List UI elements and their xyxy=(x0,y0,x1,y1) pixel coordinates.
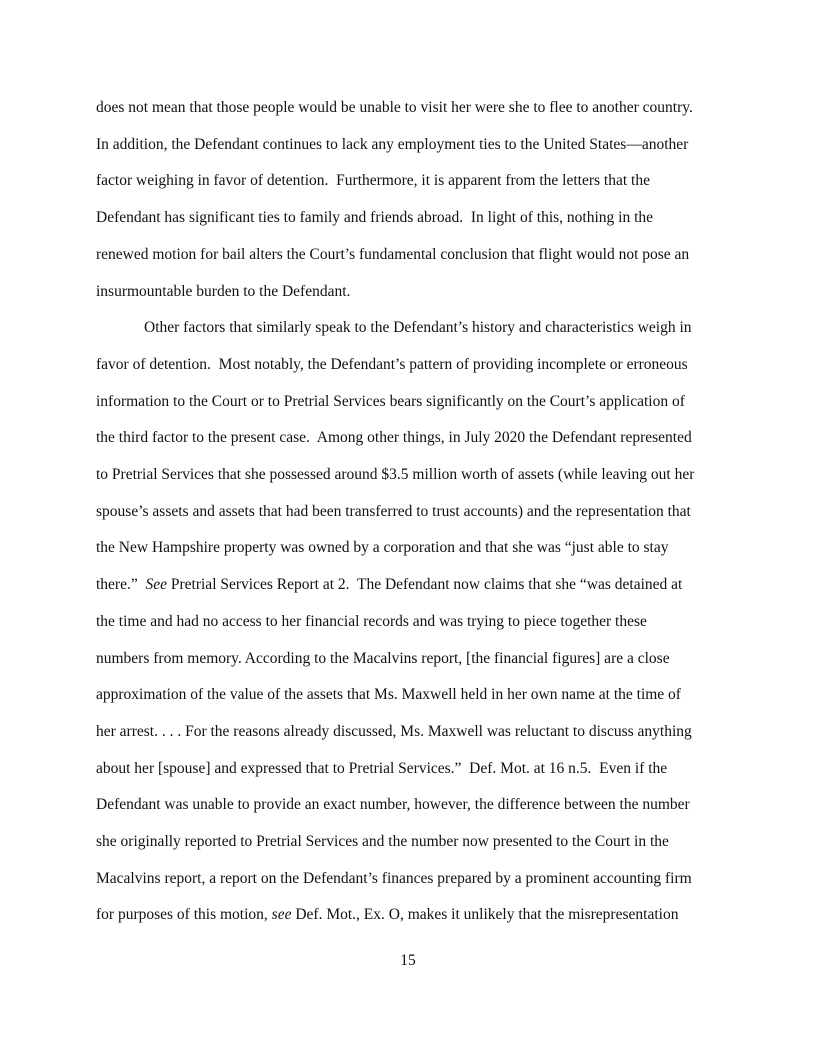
text-segment: Defendant was unable to provide an exact number, however, the difference between the number xyxy=(96,796,690,814)
text-segment: the third factor to the present case. Among other things, in July 2020 the Defendant represented xyxy=(96,429,692,447)
page-number: 15 xyxy=(400,952,416,969)
text-line xyxy=(96,530,720,567)
text-line xyxy=(96,90,720,127)
text-line xyxy=(96,347,720,384)
text-segment: factor weighing in favor of detention. Furthermore, it is apparent from the letters that the xyxy=(96,172,650,190)
text-segment: her arrest. . . . For the reasons already discussed, Ms. Maxwell was reluctant to discuss anything xyxy=(96,722,692,740)
text-segment: Pretrial Services Report at 2. The Defendant now claims that she “was detained at xyxy=(167,576,683,594)
text-segment: renewed motion for bail alters the Court’s fundamental conclusion that flight would not pose an xyxy=(96,245,690,263)
text-line xyxy=(96,420,720,457)
text-segment: she originally reported to Pretrial Services and the number now presented to the Court in the xyxy=(96,833,669,851)
text-segment: does not mean that those people would be unable to visit her were she to flee to another country. xyxy=(96,99,693,116)
text-line xyxy=(96,237,720,274)
text-line xyxy=(96,494,720,531)
text-line xyxy=(96,457,720,494)
text-segment: Other factors that similarly speak to the Defendant’s history and characteristics weigh in xyxy=(144,319,692,337)
text-segment: Defendant has significant ties to family and friends abroad. In light of this, nothing in the xyxy=(96,209,654,227)
text-line xyxy=(96,751,720,788)
text-segment: numbers from memory. According to the Macalvins report, [the financial figures] are a close xyxy=(96,649,670,667)
text-segment: to Pretrial Services that she possessed around $3.5 million worth of assets (while leaving out her xyxy=(96,466,695,484)
text-segment: insurmountable burden to the Defendant. xyxy=(96,282,351,300)
text-segment: Def. Mot., Ex. O, makes it unlikely that the misrepresentation xyxy=(291,906,679,924)
text-line xyxy=(96,677,720,714)
text-line xyxy=(96,310,720,347)
text-segment: for purposes of this motion, xyxy=(96,906,272,924)
text-line xyxy=(96,567,720,604)
text-line xyxy=(96,897,720,934)
text-line xyxy=(96,274,720,311)
text-segment: favor of detention. Most notably, the Defendant’s pattern of providing incomplete or erroneous xyxy=(96,355,688,373)
text-line xyxy=(96,163,720,200)
text-segment: the time and had no access to her financial records and was trying to piece together these xyxy=(96,612,647,630)
text-segment: spouse’s assets and assets that had been transferred to trust accounts) and the representation that xyxy=(96,502,691,520)
text-segment: Macalvins report, a report on the Defendant’s finances prepared by a prominent accounting firm xyxy=(96,869,692,887)
text-line xyxy=(96,641,720,678)
text-line xyxy=(96,127,720,164)
text-line xyxy=(96,714,720,751)
text-segment: there.” xyxy=(96,576,146,594)
text-segment: information to the Court or to Pretrial Services bears significantly on the Court’s application of xyxy=(96,392,685,410)
italic-text-segment: see xyxy=(271,906,292,924)
text-line xyxy=(96,861,720,898)
text-line xyxy=(96,787,720,824)
text-segment: the New Hampshire property was owned by a corporation and that she was “just able to stay xyxy=(96,539,669,557)
italic-text-segment: See xyxy=(145,576,167,594)
text-segment: about her [spouse] and expressed that to Pretrial Services.” Def. Mot. at 16 n.5. Even if the xyxy=(96,759,668,777)
text-line xyxy=(96,824,720,861)
text-segment: In addition, the Defendant continues to lack any employment ties to the United States—another xyxy=(96,135,689,153)
text-segment: approximation of the value of the assets that Ms. Maxwell held in her own name at the time of xyxy=(96,686,681,704)
text-line xyxy=(96,200,720,237)
text-line xyxy=(96,384,720,421)
document-body xyxy=(96,90,720,934)
text-line xyxy=(96,604,720,641)
